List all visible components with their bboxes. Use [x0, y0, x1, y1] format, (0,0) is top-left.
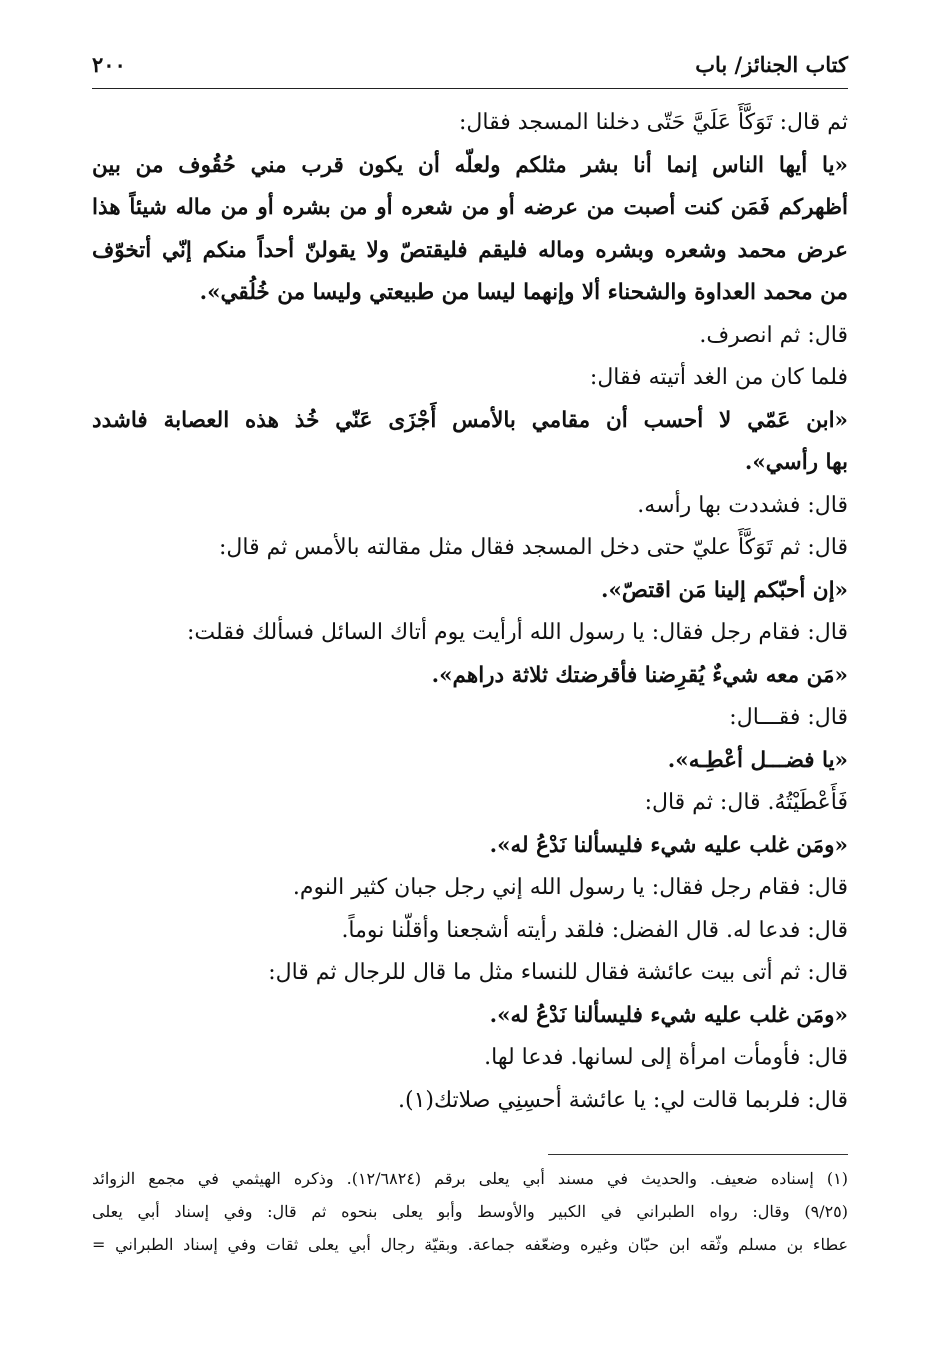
quoted-hadith-line: «ومَن غلب عليه شيء فليسألنا نَدْعُ له».	[489, 1002, 848, 1028]
narration-line: قال: ثم انصرف.	[699, 322, 848, 348]
footnote-line: عطاء بن مسلم وثّقه ابن حبّان وغيره وضعّفه جماعة. وبقيّة رجال أبي يعلى ثقات وفي إسناد الطبراني =	[92, 1235, 848, 1254]
quoted-hadith-line: بها رأسي».	[744, 450, 848, 475]
narration-line: فلما كان من الغد أتيته فقال:	[589, 365, 848, 390]
narration-line: قال: فدعا له. قال الفضل: فلقد رأيته أشجعنا وأقلّنا نوماً.	[341, 917, 848, 943]
narration-line: قال: ثم أتى بيت عائشة فقال للنساء مثل ما قال للرجال ثم قال:	[268, 960, 848, 985]
main-text	[92, 102, 848, 1122]
header-rule	[92, 88, 848, 89]
quoted-hadith-line: «ومَن غلب عليه شيء فليسألنا نَدْعُ له».	[489, 832, 848, 858]
narration-line: ثم قال: تَوَكَّأَ عَلَيَّ حَتّى دخلنا المسجد فقال:	[459, 110, 848, 135]
quoted-hadith-line: عرض محمد وشعره وبشره وماله فليقم فليقتصّ ولا يقولنّ أحداً منكم إنّي أتخوّف	[92, 237, 848, 263]
quoted-hadith-line: «يا فضـــل أعْطِـه».	[667, 747, 848, 773]
running-title: كتاب الجنائز/ باب	[695, 52, 848, 77]
footnotes	[92, 1162, 848, 1261]
narration-line: قال: فشددت بها رأسه.	[637, 492, 848, 518]
quoted-hadith-line: أظهركم فَمَن كنت أصبت من عرضه أو من شعره أو من بشره أو من ماله شيئاً هذا	[92, 195, 848, 220]
narration-line: قال: فقـــال:	[729, 705, 848, 730]
footnote-separator	[548, 1154, 848, 1155]
page-number: ٢٠٠	[92, 52, 126, 77]
narration-line: فَأَعْطَيْتُهُ. قال: ثم قال:	[644, 790, 848, 815]
narration-line: قال: فلربما قالت لي: يا عائشة أحسِنِي صلاتك(١).	[397, 1087, 848, 1113]
quoted-hadith-line: «يا أيها الناس إنما أنا بشر مثلكم ولعلّه أن يكون قرب مني حُقُوف من بين	[92, 152, 848, 178]
narration-line: قال: فقام رجل فقال: يا رسول الله إني رجل جبان كثير النوم.	[292, 875, 848, 900]
narration-line: قال: ثم تَوَكَّأَ عليّ حتى دخل المسجد فقال مثل مقالته بالأمس ثم قال:	[218, 535, 848, 560]
footnote-line: (١) إسناده ضعيف. والحديث في مسند أبي يعلى برقم (١٢/٦٨٢٤). وذكره الهيثمي في مجمع الزوائد	[92, 1169, 848, 1188]
quoted-hadith-line: من محمد العداوة والشحناء ألا وإنهما ليسا من طبيعتي وليسا من خُلُقي».	[199, 280, 848, 305]
narration-line: قال: فأومأت امرأة إلى لسانها. فدعا لها.	[484, 1045, 848, 1070]
footnote-line: (٩/٢٥) وقال: رواه الطبراني في الكبير والأوسط وأبو يعلى بنحوه ثم قال: وفي إسناد أبي يعلى	[92, 1202, 848, 1221]
quoted-hadith-line: «مَن معه شيءٌ يُقرِضنا فأقرضتك ثلاثة دراهم».	[431, 662, 848, 688]
quoted-hadith-line: «إن أحبّكم إلينا مَن اقتصّ».	[600, 577, 848, 603]
page-header	[92, 46, 848, 88]
quoted-hadith-line: «ابن عَمّي لا أحسب أن مقامي بالأمس أَجْزَى عَنّي خُذ هذه العصابة فاشدد	[92, 407, 848, 433]
narration-line: قال: فقام رجل فقال: يا رسول الله أرأيت يوم أتاك السائل فسألك فقلت:	[187, 620, 848, 645]
